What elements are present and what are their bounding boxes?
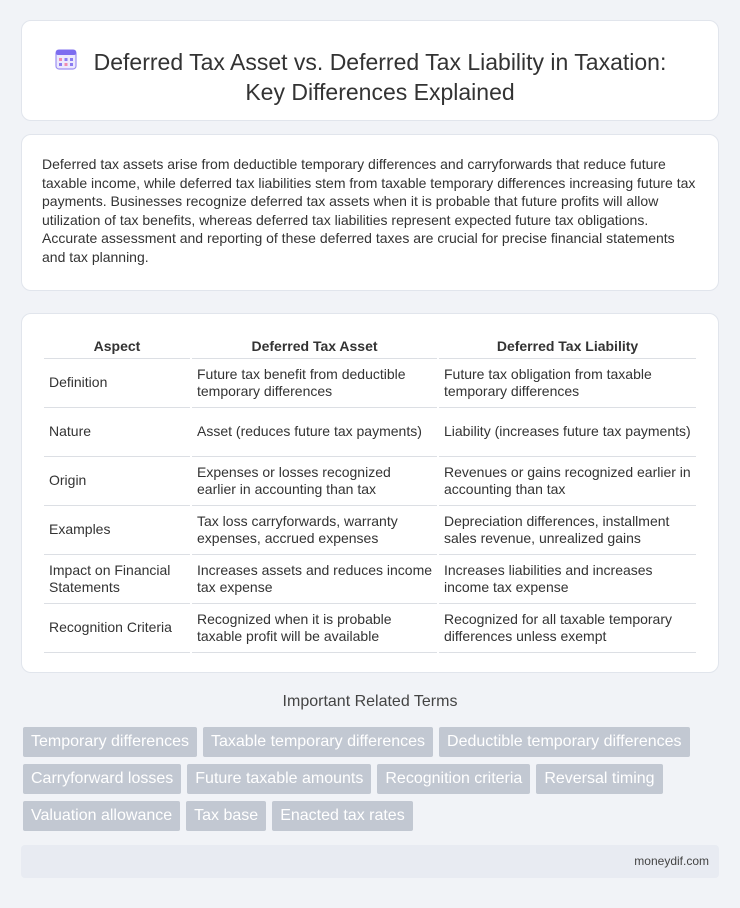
row-liability: Liability (increases future tax payments) bbox=[439, 408, 696, 457]
tag-reversal-timing[interactable]: Reversal timing bbox=[536, 764, 662, 794]
comparison-table bbox=[42, 334, 698, 653]
page-title-line-2: Key Differences Explained bbox=[245, 79, 515, 105]
table-row bbox=[44, 408, 696, 457]
tag-recognition-criteria[interactable]: Recognition criteria bbox=[377, 764, 530, 794]
related-terms-list bbox=[23, 727, 713, 838]
tag-enacted-tax-rates[interactable]: Enacted tax rates bbox=[272, 801, 413, 831]
table-row bbox=[44, 359, 696, 408]
row-aspect: Recognition Criteria bbox=[44, 604, 190, 653]
related-terms-heading: Important Related Terms bbox=[282, 693, 458, 710]
row-aspect: Nature bbox=[44, 408, 190, 457]
intro-paragraph: Deferred tax assets arise from deductible temporary differences and carryforwards that reduce future taxable income, while deferred tax liabilities stem from taxable temporary differences increasing future tax payments. Businesses recognize deferred tax assets when it is probable that future profits will allow utilization of tax benefits, whereas deferred tax liabilities represent expected future tax obligations. Accurate assessment and reporting of these deferred taxes are crucial for precise financial statements and tax planning. bbox=[42, 156, 696, 265]
header-card bbox=[21, 20, 719, 121]
page-title bbox=[62, 47, 698, 107]
header-aspect: Aspect bbox=[44, 334, 190, 359]
row-asset: Future tax benefit from deductible temporary differences bbox=[192, 359, 437, 408]
row-liability: Recognized for all taxable temporary differences unless exempt bbox=[439, 604, 696, 653]
row-asset: Increases assets and reduces income tax expense bbox=[192, 555, 437, 604]
row-liability: Future tax obligation from taxable temporary differences bbox=[439, 359, 696, 408]
row-asset: Asset (reduces future tax payments) bbox=[192, 408, 437, 457]
table-row bbox=[44, 604, 696, 653]
row-asset: Recognized when it is probable taxable profit will be available bbox=[192, 604, 437, 653]
tag-deductible-temporary-differences[interactable]: Deductible temporary differences bbox=[439, 727, 690, 757]
table-row bbox=[44, 457, 696, 506]
tag-tax-base[interactable]: Tax base bbox=[186, 801, 266, 831]
comparison-table-card bbox=[21, 313, 719, 673]
tag-row bbox=[23, 764, 713, 794]
table-row bbox=[44, 555, 696, 604]
tag-taxable-temporary-differences[interactable]: Taxable temporary differences bbox=[203, 727, 433, 757]
table-row bbox=[44, 506, 696, 555]
row-aspect: Examples bbox=[44, 506, 190, 555]
footer bbox=[21, 845, 719, 878]
row-liability: Increases liabilities and increases income tax expense bbox=[439, 555, 696, 604]
row-liability: Revenues or gains recognized earlier in accounting than tax bbox=[439, 457, 696, 506]
tag-carryforward-losses[interactable]: Carryforward losses bbox=[23, 764, 181, 794]
tag-future-taxable-amounts[interactable]: Future taxable amounts bbox=[187, 764, 371, 794]
table-header-row bbox=[44, 334, 696, 359]
header-deferred-tax-liability: Deferred Tax Liability bbox=[439, 334, 696, 359]
row-liability: Depreciation differences, installment sales revenue, unrealized gains bbox=[439, 506, 696, 555]
row-aspect: Definition bbox=[44, 359, 190, 408]
page-title-line-1: Deferred Tax Asset vs. Deferred Tax Liability in Taxation: bbox=[93, 49, 667, 75]
tag-valuation-allowance[interactable]: Valuation allowance bbox=[23, 801, 180, 831]
header-deferred-tax-asset: Deferred Tax Asset bbox=[192, 334, 437, 359]
row-aspect: Impact on Financial Statements bbox=[44, 555, 190, 604]
tag-row bbox=[23, 727, 713, 757]
row-asset: Tax loss carryforwards, warranty expenses, accrued expenses bbox=[192, 506, 437, 555]
intro-card bbox=[21, 134, 719, 291]
tag-row bbox=[23, 801, 713, 831]
tag-temporary-differences[interactable]: Temporary differences bbox=[23, 727, 197, 757]
row-aspect: Origin bbox=[44, 457, 190, 506]
row-asset: Expenses or losses recognized earlier in accounting than tax bbox=[192, 457, 437, 506]
footer-site-link[interactable]: moneydif.com bbox=[634, 854, 709, 868]
